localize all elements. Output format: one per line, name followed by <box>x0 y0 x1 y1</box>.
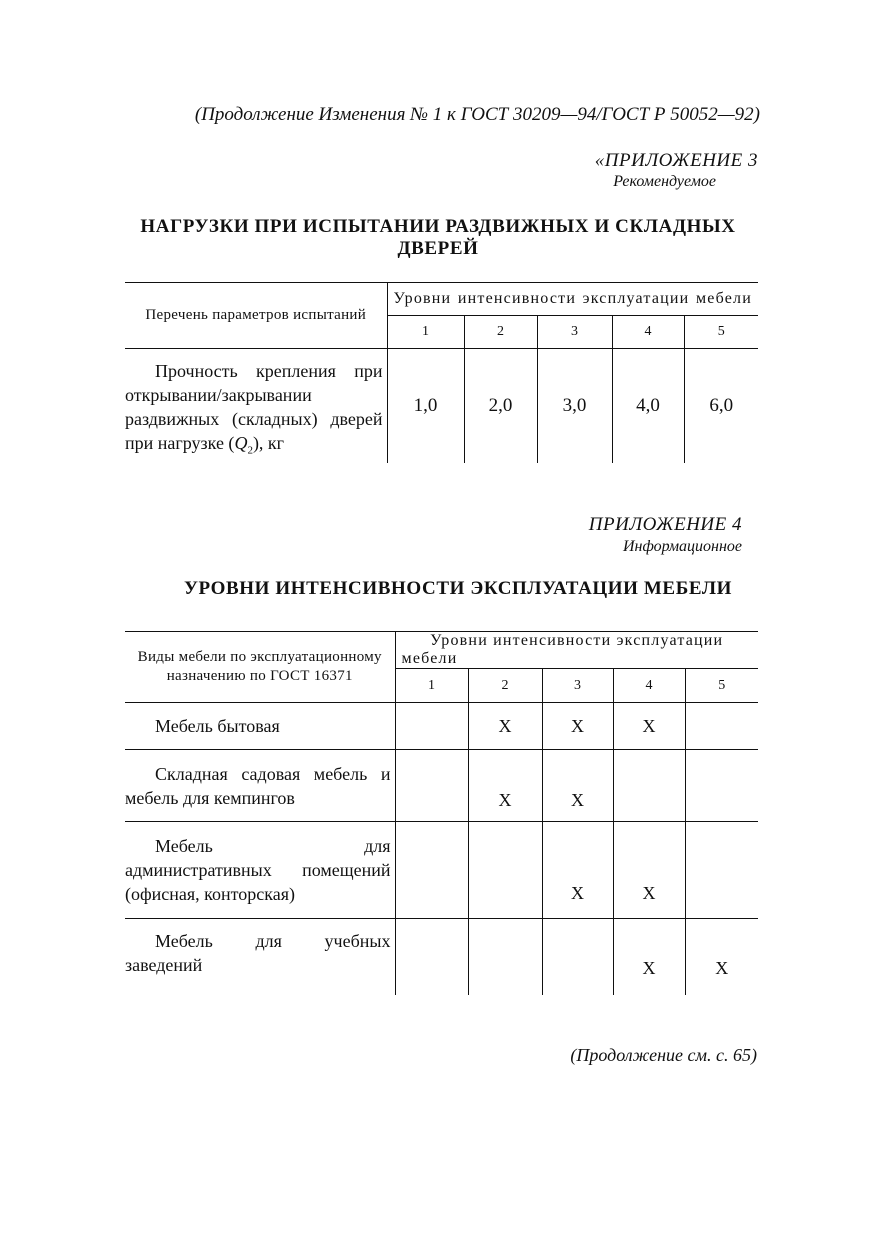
table-cell-mark <box>542 919 613 995</box>
level-header: 5 <box>685 669 758 703</box>
table-2-heading: УРОВНИ ИНТЕНСИВНОСТИ ЭКСПЛУАТАЦИИ МЕБЕЛИ <box>183 578 733 599</box>
level-header: 1 <box>387 316 464 349</box>
table-cell-mark <box>685 703 758 750</box>
table-cell-mark <box>395 919 468 995</box>
table-row-label: Мебель для учебных заведений <box>125 931 391 975</box>
table-cell-mark: X <box>542 703 613 750</box>
table-cell-mark: X <box>542 822 613 919</box>
table-cell-mark <box>395 750 468 822</box>
appendix-3-subtitle: Рекомендуемое <box>613 173 716 190</box>
level-header: 4 <box>612 316 684 349</box>
table-cell-mark <box>468 822 542 919</box>
table-cell-value: 3,0 <box>537 349 612 463</box>
table-1-heading-line-1: НАГРУЗКИ ПРИ ИСПЫТАНИИ РАЗДВИЖНЫХ И СКЛАДНЫХ <box>140 216 736 237</box>
level-header: 3 <box>542 669 613 703</box>
table-row <box>125 750 758 822</box>
table-row <box>125 919 758 995</box>
table-cell-mark <box>685 750 758 822</box>
table-cell-mark: X <box>613 822 685 919</box>
table-cell-value: 2,0 <box>464 349 537 463</box>
level-header: 3 <box>537 316 612 349</box>
table-cell-mark: X <box>685 919 758 995</box>
param-column-header: Перечень параметров испытаний <box>125 283 387 349</box>
level-header: 5 <box>684 316 758 349</box>
load-test-table <box>125 282 758 463</box>
usage-levels-table <box>125 631 758 995</box>
table-cell-mark: X <box>613 703 685 750</box>
continuation-header: (Продолжение Изменения № 1 к ГОСТ 30209—94/ГОСТ Р 50052—92) <box>194 104 760 125</box>
level-header: 2 <box>468 669 542 703</box>
continuation-footer: (Продолжение см. с. 65) <box>570 1045 757 1065</box>
table-row <box>125 703 758 750</box>
table-cell-value: 4,0 <box>612 349 684 463</box>
table-row-label: Прочность крепления при открывании/закрывании раздвижных (складных) дверей при нагрузке $(Q_2)$, кг <box>125 361 383 457</box>
appendix-4-title: ПРИЛОЖЕНИЕ 4 <box>588 514 742 535</box>
table-cell-mark <box>613 750 685 822</box>
table-row-label: Мебель для административных помещений (офисная, конторская) <box>125 822 395 919</box>
table-1-heading-line-2: ДВЕРЕЙ <box>397 238 479 259</box>
table-cell-mark <box>395 703 468 750</box>
table-cell-mark: X <box>613 919 685 995</box>
table-1-heading <box>100 216 776 260</box>
table-cell-mark <box>395 822 468 919</box>
table-row-label: Мебель бытовая <box>125 703 395 750</box>
table-cell-mark: X <box>468 703 542 750</box>
table-cell-mark: X <box>542 750 613 822</box>
type-column-header: Виды мебели по эксплуатационному назначению по ГОСТ 16371 <box>125 632 395 703</box>
table-cell-value: 1,0 <box>387 349 464 463</box>
level-header: 2 <box>464 316 537 349</box>
table-cell-mark <box>468 919 542 995</box>
table-row <box>125 822 758 919</box>
appendix-3-title: «ПРИЛОЖЕНИЕ 3 <box>594 150 758 171</box>
table-cell-mark: X <box>468 750 542 822</box>
level-header: 4 <box>613 669 685 703</box>
table-cell-value: 6,0 <box>684 349 758 463</box>
levels-column-header: Уровни интенсивности эксплуатации мебели <box>387 283 758 316</box>
level-header: 1 <box>395 669 468 703</box>
table-cell-mark <box>685 822 758 919</box>
levels-column-header: Уровни интенсивности эксплуатации мебели <box>395 632 758 669</box>
appendix-4-subtitle: Информационное <box>622 538 742 555</box>
table-row-label: Складная садовая мебель и мебель для кемпингов <box>125 750 395 822</box>
